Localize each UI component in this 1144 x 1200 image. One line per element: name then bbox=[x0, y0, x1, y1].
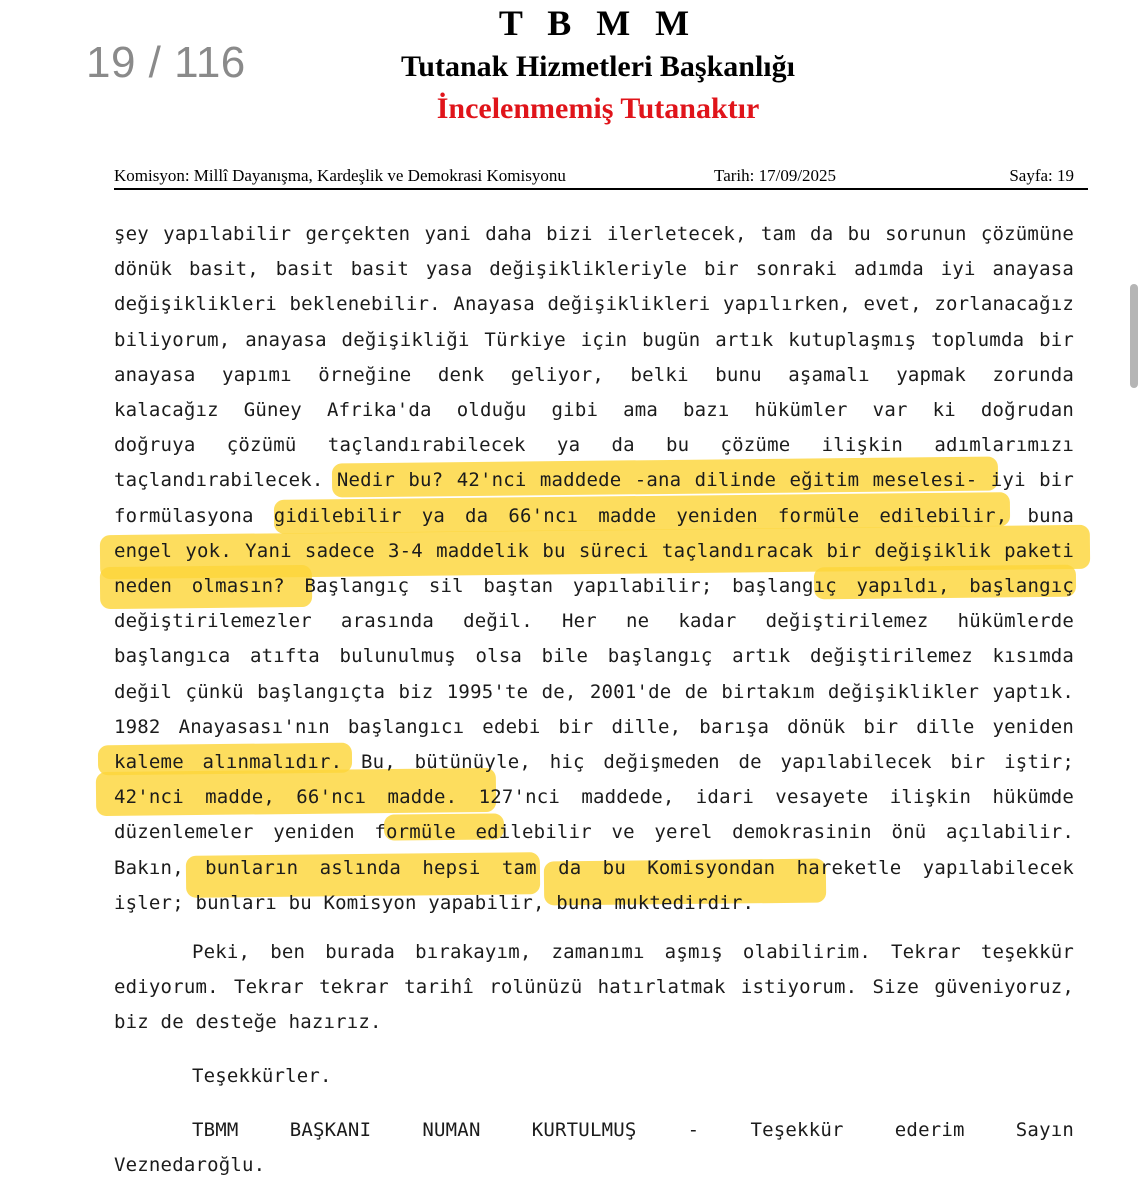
body-line: şey yapılabilir gerçekten yani daha bizi ilerletecek, tam da bu sorunun çözümüne bbox=[114, 223, 1074, 245]
body-line: neden olmasın? Başlangıç sil baştan yapılabilir; başlangıç yapıldı, başlangıç bbox=[114, 575, 1074, 597]
body-line: kalacağız Güney Afrika'da olduğu gibi ama bazı hükümler var ki doğrudan bbox=[114, 399, 1074, 421]
body-line: Bakın, bunların aslında hepsi tam da bu Komisyondan hareketle yapılabilecek bbox=[114, 856, 1074, 879]
body-line: kaleme alınmalıdır. Bu, bütünüyle, hiç değişmeden de yapılabilecek bir iştir; bbox=[114, 751, 1074, 773]
meta-date: Tarih: 17/09/2025 bbox=[714, 166, 837, 185]
meta-page: Sayfa: 19 bbox=[1009, 166, 1074, 185]
body-line: 42'nci madde, 66'ncı madde. 127'nci maddede, idari vesayete ilişkin hükümde bbox=[114, 786, 1074, 809]
body-line: değiştirilemezler arasında değil. Her ne kadar değiştirilemez hükümlerde bbox=[114, 610, 1074, 633]
scrollbar[interactable] bbox=[1130, 284, 1138, 388]
body-line: formülasyona gidilebilir ya da 66'ncı madde yeniden formüle edilebilir, buna bbox=[114, 504, 1074, 527]
body-line: doğruya çözümü taçlandırabilecek ya da bu çözüme ilişkin adımlarımızı bbox=[114, 434, 1074, 457]
body-line: işler; bunları bu Komisyon yapabilir, buna muktedirdir. bbox=[114, 891, 755, 914]
paragraph-line: biz de desteğe hazırız. bbox=[114, 1011, 382, 1034]
speaker-line: TBMM BAŞKANI NUMAN KURTULMUŞ - Teşekkür ederim Sayın bbox=[192, 1119, 1074, 1141]
body-line: değişiklikleri beklenebilir. Anayasa değişiklikleri yapılırken, evet, zorlanacağız bbox=[114, 293, 1074, 316]
page-counter: 19 / 116 bbox=[86, 38, 246, 87]
speaker-line: Veznedaroğlu. bbox=[114, 1154, 266, 1176]
meta-commission: Komisyon: Millî Dayanışma, Kardeşlik ve Demokrasi Komisyonu bbox=[114, 166, 566, 185]
body-line: başlangıca atıfta bulunulmuş olsa bile başlangıç artık değiştirilemez kısımda bbox=[114, 645, 1074, 668]
header-status: İncelenmemiş Tutanaktır bbox=[436, 92, 760, 125]
meta-line bbox=[114, 166, 1088, 190]
body-line: biliyorum, anayasa değişikliği Türkiye için bugün artık kutuplaşmış toplumda bir bbox=[114, 328, 1074, 351]
paragraph-line: Peki, ben burada bırakayım, zamanımı aşmış olabilirim. Tekrar teşekkür bbox=[192, 941, 1074, 963]
header-institution: T B M M bbox=[498, 3, 698, 43]
body-line: düzenlemeler yeniden formüle edilebilir ve yerel demokrasinin önü açılabilir. bbox=[114, 821, 1074, 844]
closing-line: Teşekkürler. bbox=[192, 1065, 332, 1087]
body-line: taçlandırabilecek. Nedir bu? 42'nci maddede -ana dilinde eğitim meselesi- iyi bir bbox=[114, 469, 1074, 492]
body-line: engel yok. Yani sadece 3-4 maddelik bu süreci taçlandıracak bir değişiklik paketi bbox=[114, 539, 1074, 562]
body-line: 1982 Anayasası'nın başlangıcı edebi bir dille, barışa dönük bir dille yeniden bbox=[114, 715, 1074, 738]
body-line: dönük basit, basit basit yasa değişiklikleriyle bir sonraki adımda iyi anayasa bbox=[114, 258, 1074, 281]
header-department: Tutanak Hizmetleri Başkanlığı bbox=[401, 50, 795, 83]
body-line: anayasa yapımı örneğine denk geliyor, belki bunu aşamalı yapmak zorunda bbox=[114, 363, 1074, 386]
body-line: değil çünkü başlangıçta biz 1995'te de, 2001'de de birtakım değişiklikler yaptık. bbox=[114, 680, 1074, 703]
paragraph-line: ediyorum. Tekrar tekrar tarihî rolünüzü hatırlatmak istiyorum. Size güveniyoruz, bbox=[114, 976, 1074, 999]
